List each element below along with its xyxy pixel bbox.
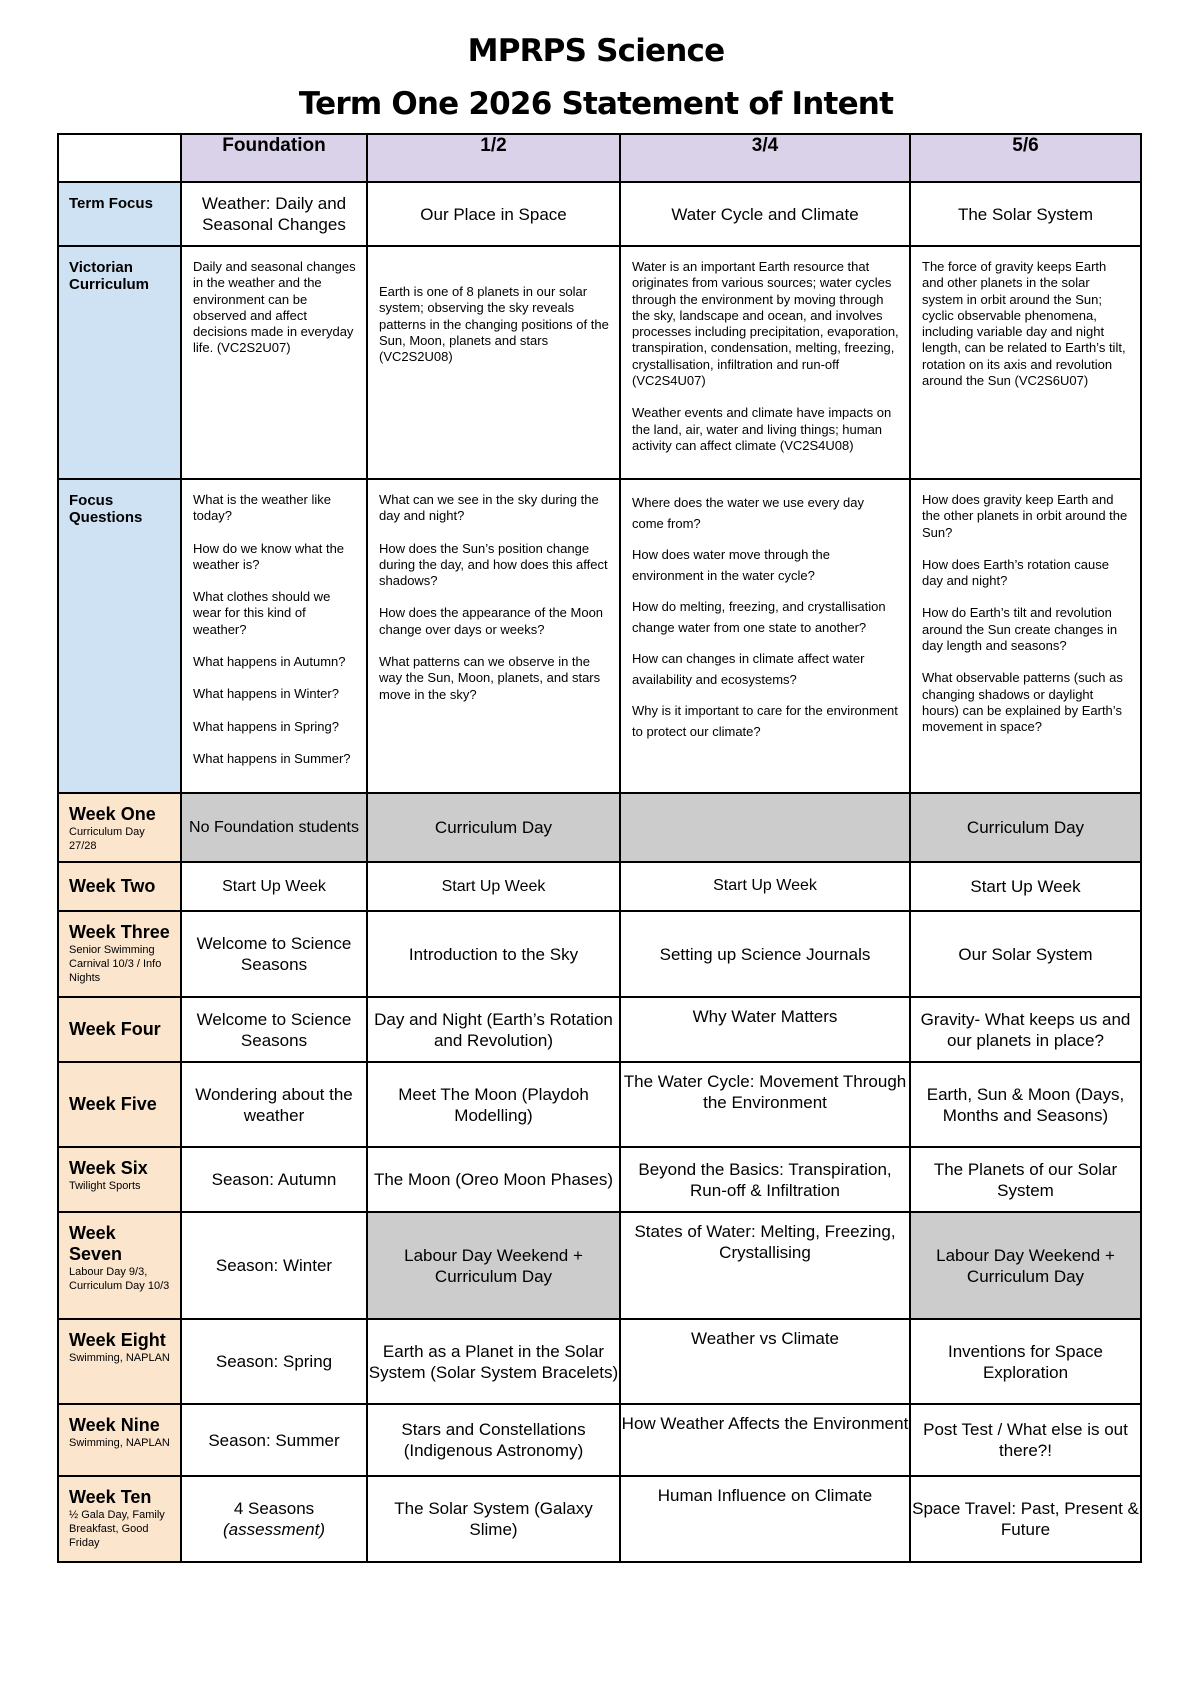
fq-foundation-q4: What happens in Autumn? (193, 654, 346, 670)
week-10-year-3-4: Human Influence on Climate (620, 1476, 910, 1562)
week-3-year-1-2: Introduction to the Sky (367, 911, 620, 997)
week-label-5 (58, 1062, 181, 1147)
week-label-2 (58, 862, 181, 911)
week-row-9 (58, 1404, 1141, 1476)
week-4-foundation: Welcome to Science Seasons (181, 997, 367, 1062)
week-9-year-3-4: How Weather Affects the Environment (620, 1404, 910, 1476)
week-note-10: ½ Gala Day, Family Breakfast, Good Friday (69, 1509, 165, 1549)
term-focus-label: Term Focus (58, 182, 181, 246)
document-title-line2: Term One 2026 Statement of Intent (298, 86, 894, 122)
week-row-10 (58, 1476, 1141, 1562)
victorian-curriculum-label: Victorian Curriculum (58, 246, 181, 479)
week-name-10: Week Ten (69, 1487, 152, 1507)
fq-year-3-4-q4: How can changes in climate affect water availability and ecosystems? (632, 651, 865, 687)
week-label-3 (58, 911, 181, 997)
week-9-year-5-6: Post Test / What else is out there?! (910, 1404, 1141, 1476)
week-label-7 (58, 1212, 181, 1319)
week-3-foundation: Welcome to Science Seasons (181, 911, 367, 997)
week-5-year-3-4: The Water Cycle: Movement Through the Environment (620, 1062, 910, 1147)
week-3-year-5-6: Our Solar System (910, 911, 1141, 997)
week-10-year-5-6: Space Travel: Past, Present & Future (910, 1476, 1141, 1562)
header-foundation: Foundation (181, 134, 367, 182)
vc-year-3-4 (620, 246, 910, 479)
victorian-curriculum-row (58, 246, 1141, 479)
week-row-4 (58, 997, 1141, 1062)
week-2-year-1-2: Start Up Week (367, 862, 620, 911)
fq-foundation (181, 479, 367, 793)
week-note-8: Swimming, NAPLAN (69, 1352, 170, 1364)
vc-foundation-text: Daily and seasonal changes in the weather and the environment can be observed and affect decisions made in everyday life. (VC2S2U07) (193, 259, 356, 356)
fq-year-5-6-q3: How do Earth’s tilt and revolution around the Sun create changes in day length and seasons? (922, 605, 1118, 654)
fq-year-5-6 (910, 479, 1141, 793)
week-9-year-1-2: Stars and Constellations (Indigenous Astronomy) (367, 1404, 620, 1476)
fq-year-1-2-q4: What patterns can we observe in the way the Sun, Moon, planets, and stars move in the sky? (379, 654, 601, 702)
fq-year-3-4 (620, 479, 910, 793)
week-row-2 (58, 862, 1141, 911)
vc-year-1-2-text: Earth is one of 8 planets in our solar system; observing the sky reveals patterns in the changing positions of the Sun, Moon, planets and stars (VC2S2U08) (379, 284, 609, 365)
week-4-year-3-4: Why Water Matters (620, 997, 910, 1062)
week-10-foundation-assessment: (assessment) (222, 1520, 326, 1539)
week-row-6 (58, 1147, 1141, 1212)
week-6-year-5-6: The Planets of our Solar System (910, 1147, 1141, 1212)
fq-year-1-2-q2: How does the Sun’s position change during the day, and how does this affect shadows? (379, 540, 608, 589)
fq-year-5-6-q2: How does Earth’s rotation cause day and night? (922, 556, 1109, 589)
fq-foundation-q6: What happens in Spring? (193, 718, 339, 734)
week-3-year-3-4: Setting up Science Journals (620, 911, 910, 997)
fq-foundation-q7: What happens in Summer? (193, 750, 351, 766)
week-label-1 (58, 793, 181, 862)
fq-year-3-4-q2: How does water move through the environment in the water cycle? (632, 547, 830, 583)
term-focus-year-1-2: Our Place in Space (367, 182, 620, 246)
focus-questions-row (58, 479, 1141, 793)
fq-foundation-q1: What is the weather like today? (193, 492, 332, 524)
week-7-year-1-2: Labour Day Weekend + Curriculum Day (367, 1212, 620, 1319)
fq-year-3-4-q3: How do melting, freezing, and crystallisation change water from one state to another? (632, 599, 886, 635)
week-8-year-1-2: Earth as a Planet in the Solar System (Solar System Bracelets) (367, 1319, 620, 1404)
fq-foundation-q3: What clothes should we wear for this kind of weather? (193, 589, 331, 637)
week-6-year-3-4: Beyond the Basics: Transpiration, Run-off & Infiltration (620, 1147, 910, 1212)
week-2-year-3-4: Start Up Week (620, 862, 910, 911)
week-7-year-3-4: States of Water: Melting, Freezing, Crystallising (620, 1212, 910, 1319)
vc-year-3-4-text-2: Weather events and climate have impacts on the land, air, water and living things; human activity can affect climate (VC2S4U08) (632, 405, 892, 453)
week-name-5: Week Five (69, 1094, 157, 1114)
fq-year-5-6-q4: What observable patterns (such as changing shadows or daylight hours) can be explained by Earth’s movement in space? (922, 670, 1123, 735)
fq-year-1-2 (367, 479, 620, 793)
week-8-year-3-4: Weather vs Climate (620, 1319, 910, 1404)
week-1-year-1-2: Curriculum Day (367, 793, 620, 862)
fq-year-1-2-q3: How does the appearance of the Moon change over days or weeks? (379, 605, 604, 637)
week-name-8: Week Eight (69, 1330, 166, 1350)
term-focus-year-3-4: Water Cycle and Climate (620, 182, 910, 246)
week-name-2: Week Two (69, 876, 156, 896)
week-label-9 (58, 1404, 181, 1476)
week-4-year-5-6: Gravity- What keeps us and our planets in place? (910, 997, 1141, 1062)
term-focus-year-5-6: The Solar System (910, 182, 1141, 246)
week-10-foundation-text: 4 Seasons (233, 1499, 315, 1518)
header-year-5-6: 5/6 (910, 134, 1141, 182)
week-7-foundation: Season: Winter (181, 1212, 367, 1319)
week-7-year-5-6: Labour Day Weekend + Curriculum Day (910, 1212, 1141, 1319)
fq-year-3-4-q1: Where does the water we use every day come from? (632, 495, 864, 531)
week-6-foundation: Season: Autumn (181, 1147, 367, 1212)
vc-year-1-2 (367, 246, 620, 479)
week-5-year-5-6: Earth, Sun & Moon (Days, Months and Seasons) (910, 1062, 1141, 1147)
week-note-9: Swimming, NAPLAN (69, 1437, 170, 1449)
week-note-6: Twilight Sports (69, 1180, 141, 1192)
week-note-3: Senior Swimming Carnival 10/3 / Info Nights (69, 944, 162, 984)
vc-foundation (181, 246, 367, 479)
week-5-year-1-2: Meet The Moon (Playdoh Modelling) (367, 1062, 620, 1147)
focus-questions-label: Focus Questions (58, 479, 181, 793)
vc-year-5-6 (910, 246, 1141, 479)
vc-year-3-4-text-1: Water is an important Earth resource that originates from various sources; water cycles through the environment by moving through the sky, landscape and ocean, and involves processes including precipitation, evaporation, transpiration, condensation, melting, freezing, crystallisation, infiltration and run-off (VC2S4U07) (632, 259, 899, 389)
week-1-year-5-6: Curriculum Day (910, 793, 1141, 862)
header-year-3-4: 3/4 (620, 134, 910, 182)
fq-foundation-q2: How do we know what the weather is? (193, 540, 345, 572)
header-year-1-2: 1/2 (367, 134, 620, 182)
fq-year-3-4-q5: Why is it important to care for the environment to protect our climate? (632, 703, 898, 739)
week-note-7: Labour Day 9/3, Curriculum Day 10/3 (69, 1266, 170, 1292)
week-8-foundation: Season: Spring (181, 1319, 367, 1404)
week-2-foundation: Start Up Week (181, 862, 367, 911)
fq-year-1-2-q1: What can we see in the sky during the day and night? (379, 492, 599, 524)
header-row (58, 134, 1141, 182)
header-blank (58, 134, 181, 182)
week-8-year-5-6: Inventions for Space Exploration (910, 1319, 1141, 1404)
week-2-year-5-6: Start Up Week (910, 862, 1141, 911)
week-row-1 (58, 793, 1141, 862)
week-label-10 (58, 1476, 181, 1562)
fq-foundation-q5: What happens in Winter? (193, 686, 339, 702)
term-focus-foundation: Weather: Daily and Seasonal Changes (181, 182, 367, 246)
term-focus-row (58, 182, 1141, 246)
week-name-7: Week Seven (69, 1223, 123, 1264)
week-10-foundation (181, 1476, 367, 1562)
week-name-6: Week Six (69, 1158, 148, 1178)
week-label-4 (58, 997, 181, 1062)
vc-year-5-6-text: The force of gravity keeps Earth and other planets in the solar system in orbit around the Sun; cyclic observable phenomena, including variable day and night length, can be related to Earth’s tilt, rotation on its axis and revolution around the Sun (VC2S6U07) (922, 259, 1126, 389)
week-row-3 (58, 911, 1141, 997)
week-9-foundation: Season: Summer (181, 1404, 367, 1476)
week-label-8 (58, 1319, 181, 1404)
week-label-6 (58, 1147, 181, 1212)
term-plan-table (57, 133, 1142, 1563)
document-title-line1: MPRPS Science (467, 33, 725, 69)
week-name-4: Week Four (69, 1019, 161, 1039)
week-row-5 (58, 1062, 1141, 1147)
week-4-year-1-2: Day and Night (Earth’s Rotation and Revolution) (367, 997, 620, 1062)
week-row-8 (58, 1319, 1141, 1404)
week-name-9: Week Nine (69, 1415, 160, 1435)
fq-year-5-6-q1: How does gravity keep Earth and the other planets in orbit around the Sun? (922, 492, 1128, 540)
week-note-1: Curriculum Day 27/28 (69, 826, 145, 852)
week-10-year-1-2: The Solar System (Galaxy Slime) (367, 1476, 620, 1562)
week-name-3: Week Three (69, 922, 170, 942)
week-5-foundation: Wondering about the weather (181, 1062, 367, 1147)
week-name-1: Week One (69, 804, 156, 824)
week-1-foundation: No Foundation students (181, 793, 367, 862)
week-row-7 (58, 1212, 1141, 1319)
week-1-year-3-4 (620, 793, 910, 862)
week-6-year-1-2: The Moon (Oreo Moon Phases) (367, 1147, 620, 1212)
